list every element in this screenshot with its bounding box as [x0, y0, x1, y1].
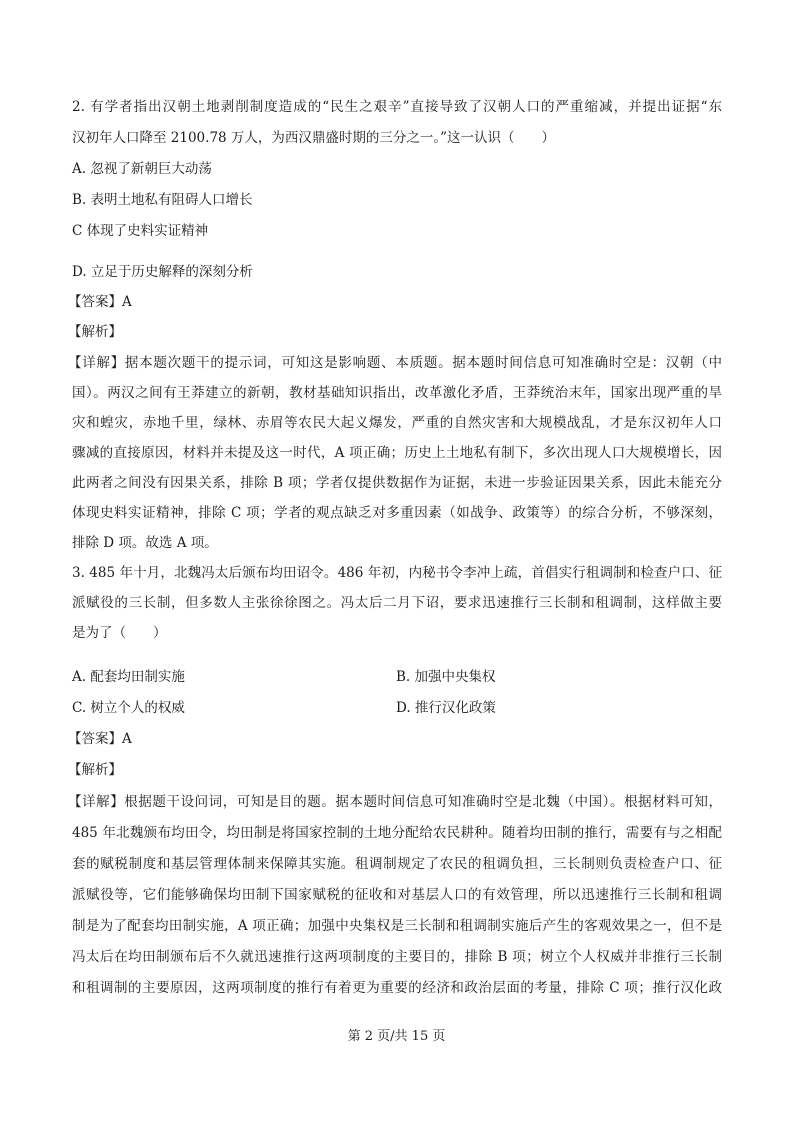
q2-detail-line-5: 此两者之间没有因果关系，排除 B 项；学者仅提供数据作为证据，未进一步验证因果关系，因此未能充分	[72, 475, 722, 491]
q2-option-d: D. 立足于历史解释的深刻分析	[72, 264, 253, 280]
q3-stem-line-1: 3. 485 年十月，北魏冯太后颁布均田诏令。486 年初，内秘书令李冲上疏，首倡实行租调制和检查户口、征	[72, 565, 722, 581]
q3-detail-line-2: 485 年北魏颁布均田令，均田制是将国家控制的土地分配给农民耕种。随着均田制的推行，需要有与之相配	[72, 825, 722, 841]
q2-detail-line-7: 排除 D 项。故选 A 项。	[72, 535, 218, 551]
q3-answer: 【答案】A	[68, 731, 132, 747]
q3-analysis-label: 【解析】	[68, 762, 122, 778]
q2-analysis-label: 【解析】	[68, 324, 122, 340]
q3-option-c: C. 树立个人的权威	[72, 700, 185, 716]
q2-stem-line-1: 2. 有学者指出汉朝土地剥削制度造成的“民生之艰辛”直接导致了汉朝人口的严重缩减，并提出证据“东	[72, 99, 722, 115]
q3-option-d: D. 推行汉化政策	[396, 700, 496, 716]
q2-detail-line-1: 【详解】据本题次题干的提示词，可知这是影响题、本质题。据本题时间信息可知准确时空是：汉朝（中	[68, 355, 722, 371]
q3-option-a: A. 配套均田制实施	[72, 669, 185, 685]
q3-detail-line-5: 制是为了配套均田制实施，A 项正确；加强中央集权是三长制和租调制实施后产生的客观效果之一，但不是	[72, 918, 722, 934]
page-footer: 第 2 页/共 15 页	[347, 1029, 446, 1044]
q2-option-a: A. 忽视了新朝巨大动荡	[72, 161, 212, 177]
q2-detail-line-3: 灾和蝗灾，赤地千里，绿林、赤眉等农民大起义爆发，严重的自然灾害和大规模战乱，才是东汉初年人口	[72, 415, 722, 431]
q3-option-b: B. 加强中央集权	[396, 669, 496, 685]
q2-option-b: B. 表明土地私有阻碍人口增长	[72, 192, 253, 208]
q3-detail-line-7: 和租调制的主要原因，这两项制度的推行有着更为重要的经济和政治层面的考量，排除 C 项；推行汉化政	[72, 980, 722, 996]
q2-option-c: C 体现了史料实证精神	[72, 223, 209, 239]
q2-stem-line-2: 汉初年人口降至 2100.78 万人，为西汉鼎盛时期的三分之一。”这一认识（ ）	[72, 130, 556, 146]
q3-detail-line-3: 套的赋税制度和基层管理体制来保障其实施。租调制规定了农民的租调负担，三长制则负责检查户口、征	[72, 856, 722, 872]
q2-answer: 【答案】A	[68, 294, 132, 310]
q3-stem-line-2: 派赋役的三长制，但多数人主张徐徐图之。冯太后二月下诏，要求迅速推行三长制和租调制，这样做主要	[72, 595, 722, 611]
q2-detail-line-4: 骤减的直接原因，材料并未提及这一时代，A 项正确；历史上土地私有制下，多次出现人口大规模增长，因	[72, 445, 722, 461]
q3-detail-line-6: 冯太后在均田制颁布后不久就迅速推行这两项制度的主要目的，排除 B 项；树立个人权威并非推行三长制	[72, 949, 722, 965]
q2-detail-line-2: 国）。两汉之间有王莽建立的新朝，教材基础知识指出，改革激化矛盾，王莽统治末年，国家出现严重的旱	[72, 385, 722, 401]
q3-detail-line-1: 【详解】根据题干设问词，可知是目的题。据本题时间信息可知准确时空是北魏（中国）。根据材料可知，	[68, 794, 722, 810]
q3-stem-line-3: 是为了（ ）	[72, 625, 167, 641]
q2-detail-line-6: 体现史料实证精神，排除 C 项；学者的观点缺乏对多重因素（如战争、政策等）的综合分析，不够深刻，	[72, 505, 722, 521]
q3-detail-line-4: 派赋役等，它们能够确保均田制下国家赋税的征收和对基层人口的有效管理，所以迅速推行三长制和租调	[72, 887, 722, 903]
